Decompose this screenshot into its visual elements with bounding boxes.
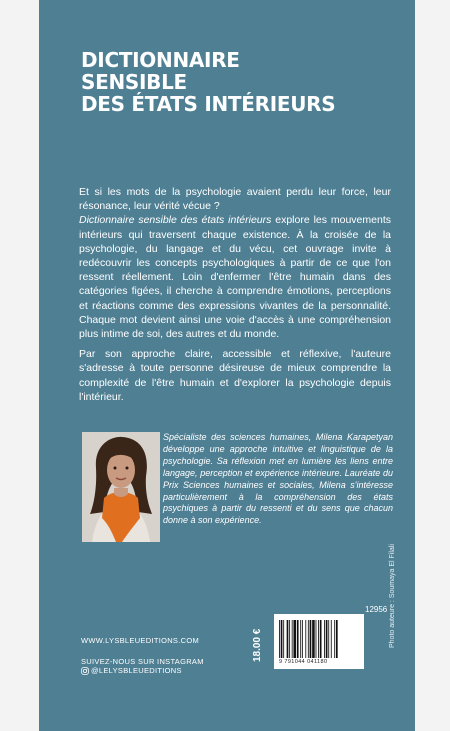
isbn-barcode (274, 614, 364, 669)
reference-code: 12956 (365, 605, 388, 614)
price: 18.00 € (252, 628, 263, 662)
blurb (79, 185, 391, 410)
author-bio: Spécialiste des sciences humaines, Milena Karapetyan développe une approche intuitive et linguistique de la psychologie. Sa réflexion met en lumière les liens entre langage, perception et expérience intérieure. Lauréate du Prix Sciences humaines et sociales, Milena s'intéresse particulièrement à la compréhension des états psychiques à partir du ressenti et du sens que chacun donne à son expérience. (163, 432, 393, 526)
blurb-paragraph-2-text: explore les mouvements intérieurs qui traversent chaque existence. À la croisée de la psychologie, du langage et du vécu, cet ouvrage invite à redécouvrir les concepts psychologiques à partir de ce que l'on ressent réellement. Loin d'enfermer l'être humain dans des catégories figées, il cherche à comprendre émotions, perceptions et réactions comme des expressions vivantes de la personnalité. Chaque mot devient ainsi une voie d'accès à une compréhension plus intime de soi, des autres et du monde. (79, 214, 391, 341)
barcode-bars (279, 620, 359, 658)
instagram-handle[interactable] (81, 666, 182, 675)
book-title (81, 49, 381, 115)
blurb-paragraph-1: Et si les mots de la psychologie avaient perdu leur force, leur résonance, leur vérité vécue ? (79, 186, 391, 213)
isbn-number: 9 791044 041180 (279, 659, 328, 665)
instagram-icon (81, 667, 89, 675)
photo-credit: Photo auteure : Soumaya El Filali (389, 544, 396, 648)
title-line-3: DES ÉTATS INTÉRIEURS (81, 92, 336, 116)
author-portrait-illustration (82, 432, 160, 542)
instagram-follow-label: SUIVEZ-NOUS SUR INSTAGRAM (81, 657, 204, 666)
title-line-2: SENSIBLE (81, 70, 187, 94)
publisher-website[interactable]: WWW.LYSBLEUEDITIONS.COM (81, 636, 200, 645)
title-line-1: DICTIONNAIRE (81, 48, 240, 72)
author-photo (82, 432, 160, 542)
book-back-cover (39, 0, 415, 731)
book-title-italic: Dictionnaire sensible des états intérieurs (79, 214, 272, 227)
blurb-paragraph-2 (79, 213, 391, 341)
blurb-paragraph-3: Par son approche claire, accessible et réflexive, l'auteure s'adresse à toute personne désireuse de mieux comprendre la complexité de l'être humain et d'explorer la psychologie depuis l'intérieur. (79, 348, 391, 403)
instagram-handle-text: @LELYSBLEUEDITIONS (91, 666, 182, 675)
